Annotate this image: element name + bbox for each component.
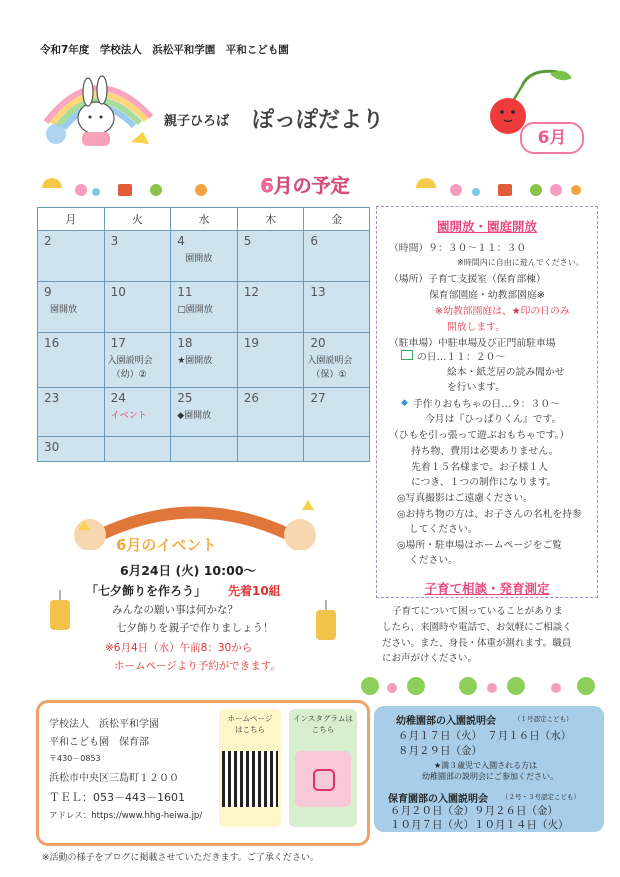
consult-line: したら、来園時や電話で、お気軽にご相談く	[382, 622, 572, 633]
consult-line: にお声がけください。	[382, 653, 478, 664]
calendar-day-cell	[171, 231, 238, 282]
day-number: 11	[177, 285, 193, 299]
info-line: 保育部園庭・幼教部園庭※	[429, 290, 545, 301]
contact-org: 平和こども園 保育部	[49, 737, 149, 748]
day-event: 園開放	[185, 254, 213, 264]
day-number: 5	[243, 234, 252, 248]
event-reserve: ※6月4日（水）午前8：30から	[105, 642, 253, 654]
calendar-day-cell	[104, 282, 171, 333]
day-number: 20	[310, 336, 326, 350]
calendar-week-row	[38, 437, 370, 462]
day-number: 18	[177, 336, 193, 350]
event-reserve: ホームページより予約ができます。	[114, 660, 281, 672]
calendar-day-cell	[104, 231, 171, 282]
day-number: 10	[110, 285, 126, 299]
frog-decoration	[356, 672, 606, 698]
calendar-day-cell	[104, 437, 171, 462]
day-event: 園開放	[50, 305, 78, 315]
kinder-briefing-title: 幼稚園部の入園説明会	[396, 716, 496, 727]
instagram-qr-code[interactable]	[295, 751, 351, 807]
event-desc: みんなの願い事は何かな？	[112, 604, 238, 616]
info-line: 持ち物、費用は必要ありません。	[411, 446, 559, 457]
day-number: 17	[110, 336, 126, 350]
day-number: 25	[177, 391, 193, 405]
footer-note: ※活動の様子をブログに掲載させていただきます。ご了承ください。	[42, 853, 319, 863]
calendar-day-cell	[304, 231, 370, 282]
calendar-day-cell	[304, 333, 370, 388]
weekday-header: 火	[104, 208, 171, 231]
info-line: （駐車場）中駐車場及び正門前駐車場	[389, 338, 556, 349]
calendar-day-cell	[237, 231, 304, 282]
info-line: の日…１１：２０～	[417, 352, 506, 363]
kinder-briefing-note: （１号認定こども）	[514, 715, 573, 723]
contact-address: 浜松市中央区三島町１２００	[49, 773, 179, 784]
consult-line: 子育てについて困っていることがありま	[392, 606, 563, 617]
calendar-day-cell	[304, 282, 370, 333]
info-line: ◎お持ち物の方は、お子さんの名札を持参	[397, 509, 582, 520]
calendar-week-row	[38, 282, 370, 333]
day-event: ◆園開放	[177, 411, 212, 421]
day-number: 9	[44, 285, 52, 299]
calendar-day-cell	[171, 333, 238, 388]
calendar-week-row	[38, 388, 370, 437]
homepage-qr-panel	[219, 709, 281, 827]
day-number: 26	[243, 391, 260, 405]
nursery-briefing-dates: １０月７日（火）１０月１４日（火）	[390, 819, 569, 831]
info-line: 絵本・紙芝居の読み聞かせ	[447, 367, 565, 378]
kinder-briefing-dates: ８月２９日（金）	[398, 745, 482, 757]
nursery-briefing-title: 保育園部の入園説明会	[388, 794, 488, 805]
info-line: を行います。	[447, 382, 505, 393]
calendar-day-cell	[171, 437, 238, 462]
day-event: ▢園開放	[177, 305, 213, 315]
newsletter-subtitle: 親子ひろば	[164, 114, 230, 129]
day-number: 19	[243, 336, 260, 350]
day-number: 12	[243, 285, 260, 299]
rainbow-bunny-illustration	[36, 62, 156, 152]
day-number: 6	[310, 234, 319, 248]
day-number: 3	[110, 234, 119, 248]
info-line: ◎場所・駐車場はホームページをご覧	[397, 540, 563, 551]
homepage-qr-code[interactable]	[222, 751, 278, 807]
contact-url[interactable]: アドレス：https://www.hhg-heiwa.jp/	[49, 811, 203, 821]
calendar-day-cell	[38, 333, 105, 388]
instagram-qr-panel	[289, 709, 357, 827]
open-day-info-box	[376, 206, 598, 598]
day-number: 13	[310, 285, 326, 299]
open-day-title: 園開放・園庭開放	[436, 219, 537, 234]
calendar-day-cell	[104, 333, 171, 388]
calendar-day-cell	[237, 437, 304, 462]
instagram-qr-label: インスタグラムは こちら	[293, 714, 353, 734]
calendar-week-row	[38, 231, 370, 282]
diamond-icon: ◆	[401, 398, 408, 408]
weekday-header: 月	[38, 208, 105, 231]
info-line: につき、１つの制作になります。	[411, 477, 557, 488]
schedule-title: 6月の予定	[225, 173, 385, 199]
day-event: イベント	[110, 411, 147, 421]
month-badge: 6月	[520, 122, 584, 154]
calendar-day-cell	[304, 388, 370, 437]
day-event-detail: （幼）②	[111, 370, 147, 380]
day-number: 23	[44, 391, 60, 405]
event-title: 6月のイベント	[116, 536, 217, 554]
day-number: 16	[44, 336, 60, 350]
info-line: 開放します。	[447, 322, 505, 333]
contact-postal: 〒430－0853	[49, 754, 101, 763]
info-line: ◎写真撮影はご遠慮ください。	[397, 493, 533, 504]
calendar-header-row	[38, 208, 370, 231]
info-line: 先着１５名様まで。お子様１人	[411, 462, 548, 473]
kinder-briefing-notice: ★満３歳児で入園される方は	[434, 761, 538, 770]
calendar-day-cell	[38, 437, 105, 462]
day-event-detail: （保）①	[311, 370, 347, 380]
info-line: ※幼教部園庭は、★印の日のみ	[435, 306, 570, 317]
kinder-briefing-dates: ６月１７日（火） ７月１６日（水）	[398, 730, 572, 742]
day-event: 入園説明会	[307, 356, 353, 366]
calendar-day-cell	[38, 388, 105, 437]
calendar-day-cell	[304, 437, 370, 462]
calendar-day-cell	[171, 282, 238, 333]
info-line: （時間）９：３０～１１：３０	[389, 243, 527, 254]
event-name: 「七夕飾りを作ろう」	[86, 584, 207, 598]
nursery-briefing-dates: ６月２０日（金）９月２６日（金）	[390, 805, 558, 817]
book-icon	[401, 350, 413, 360]
event-desc: 七夕飾りを親子で作りましょう！	[116, 622, 274, 634]
calendar-day-cell	[104, 388, 171, 437]
lantern-icon	[306, 600, 346, 650]
header-line: 令和7年度 学校法人 浜松平和学園 平和こども園	[40, 44, 289, 56]
day-number: 2	[44, 234, 52, 248]
day-number: 24	[110, 391, 126, 405]
consult-title: 子育て相談・発育測定	[424, 581, 550, 596]
calendar-day-cell	[38, 231, 105, 282]
consult-line: ださい。また、身長・体重が測れます。職員	[382, 638, 572, 649]
calendar-week-row	[38, 333, 370, 388]
calendar-day-cell	[171, 388, 238, 437]
info-line: ※時間内に自由に遊んでください。	[457, 258, 584, 267]
contact-box	[36, 700, 370, 846]
info-line: 手作りおもちゃの日…９：３０～	[413, 399, 560, 410]
info-line: （場所）子育て支援室（保育部棟）	[389, 274, 546, 285]
weekday-header: 木	[237, 208, 304, 231]
calendar-day-cell	[237, 333, 304, 388]
homepage-qr-label: ホームページ はこちら	[227, 714, 273, 734]
contact-org: 学校法人 浜松平和学園	[49, 719, 159, 730]
lantern-icon	[40, 590, 80, 640]
day-number: 27	[310, 391, 326, 405]
day-number: 4	[177, 234, 185, 248]
schedule-calendar	[37, 207, 370, 462]
day-number: 30	[44, 440, 60, 454]
weekday-header: 金	[304, 208, 370, 231]
calendar-day-cell	[38, 282, 105, 333]
info-line: してください。	[409, 524, 478, 535]
nursery-briefing-note: （２号・３号認定こども）	[502, 793, 580, 801]
contact-tel: ＴＥＬ：053－443－1601	[49, 791, 185, 804]
newsletter-title: ぽっぽだより	[252, 108, 385, 133]
kinder-briefing-notice: 幼稚園部の説明会にご参加ください。	[422, 772, 558, 781]
instagram-icon	[313, 769, 335, 791]
enrollment-briefing-box	[374, 706, 604, 832]
info-line: （ひもを引っ張って遊ぶおもちゃです。）	[389, 430, 570, 441]
calendar-day-cell	[237, 388, 304, 437]
day-event: 入園説明会	[107, 356, 153, 366]
event-date: 6月24日 (火) 10:00～	[120, 563, 257, 578]
day-event: ★園開放	[177, 356, 213, 366]
calendar-day-cell	[237, 282, 304, 333]
info-line: ください。	[409, 555, 458, 566]
weekday-header: 水	[171, 208, 238, 231]
info-line: 今月は『ひっぱりくん』です。	[425, 414, 562, 425]
event-limit: 先着10組	[228, 584, 281, 598]
